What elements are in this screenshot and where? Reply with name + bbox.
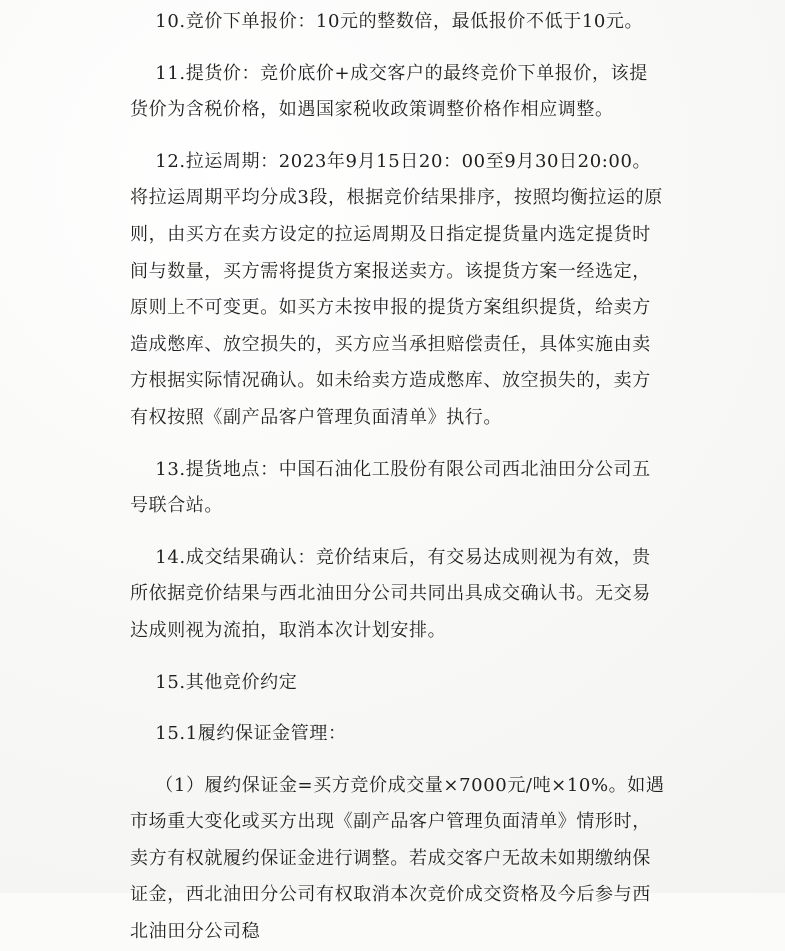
clause-10-bid-price: 10.竞价下单报价：10元的整数倍，最低报价不低于10元。 [130, 11, 644, 32]
clause-15-1-performance-deposit: 15.1履约保证金管理： [130, 723, 347, 745]
clause-13-pickup-location: 13.提货地点：中国石油化工股份有限公司西北油田分公司五号联合站。 [130, 458, 651, 517]
clause-15-other-agreements: 15.其他竞价约定 [130, 671, 298, 693]
clause-12-transport-period: 12.拉运周期：2023年9月15日20：00至9月30日20:00。将拉运周期平均分成3段，根据竞价结果排序，按照均衡拉运的原则，由买方在卖方设定的拉运周期及日指定提货量内选定提货时间与数量，买方需将提货方案报送卖方。该提货方案一经选定，原则上不可变更。如买方未按申报的提货方案组织提货，给卖方造成憋库、放空损失的，买方应当承担赔偿责任，具体实施由卖方根据实际情况确认。如未给卖方造成憋库、放空损失的，卖方有权按照《副产品客户管理负面清单》执行。 [130, 150, 663, 428]
clause-15-1-1-deposit-formula: （1）履约保证金=买方竞价成交量×7000元/吨×10%。如遇市场重大变化或买方出现《副产品客户管理负面清单》情形时，卖方有权就履约保证金进行调整。若成交客户无故未如期缴纳保证金，西北油田分公司有权取消本次竞价成交资格及今后参与西北油田分公司稳 [130, 774, 665, 943]
clause-11-pickup-price: 11.提货价：竞价底价+成交客户的最终竞价下单报价，该提货价为含税价格，如遇国家税收政策调整价格作相应调整。 [130, 62, 648, 121]
clause-14-result-confirmation: 14.成交结果确认：竞价结束后，有交易达成则视为有效，贵所依据竞价结果与西北油田分公司共同出具成交确认书。无交易达成则视为流拍，取消本次计划安排。 [130, 546, 651, 641]
